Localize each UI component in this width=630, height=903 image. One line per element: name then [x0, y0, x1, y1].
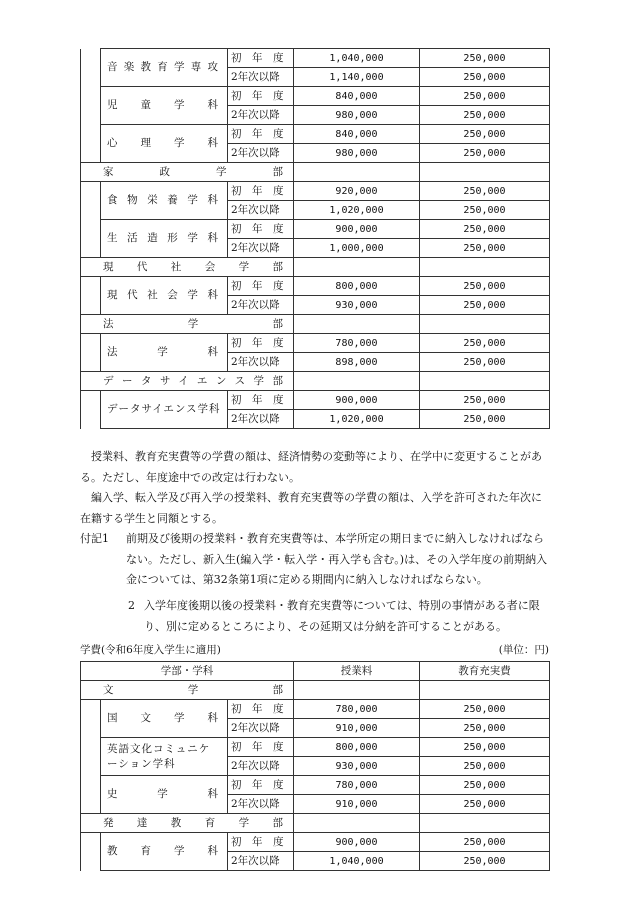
header-enrichment: 教育充実費	[420, 662, 550, 681]
year-label: 2年次以降	[228, 410, 294, 429]
enrichment-value: 250,000	[420, 738, 550, 757]
empty-cell	[420, 681, 550, 700]
section-row	[81, 258, 550, 277]
year-label: 初 年 度	[228, 87, 294, 106]
table-row	[81, 277, 550, 296]
year-label: 2年次以降	[228, 353, 294, 372]
indent-cell	[81, 833, 101, 871]
tuition-value: 910,000	[294, 719, 420, 738]
tuition-value: 780,000	[294, 334, 420, 353]
year-label: 2年次以降	[228, 144, 294, 163]
indent-cell	[81, 220, 101, 258]
tuition-value: 930,000	[294, 296, 420, 315]
section-row	[81, 814, 550, 833]
section-row	[81, 163, 550, 182]
indent-cell	[81, 334, 101, 372]
tuition-value: 910,000	[294, 795, 420, 814]
tuition-value: 900,000	[294, 220, 420, 239]
empty-cell	[420, 814, 550, 833]
enrichment-value: 250,000	[420, 87, 550, 106]
empty-cell	[420, 315, 550, 334]
fee-table-caption	[80, 642, 549, 657]
empty-cell	[294, 681, 420, 700]
year-label: 初 年 度	[228, 391, 294, 410]
year-label: 初 年 度	[228, 182, 294, 201]
indent-cell	[81, 738, 101, 776]
department-name: 英語文化コミュニケーション学科	[101, 738, 228, 776]
table-header-row	[81, 662, 550, 681]
enrichment-value: 250,000	[420, 182, 550, 201]
paragraph-fee-change: 授業料、教育充実費等の学費の額は、経済情勢の変動等により、在学中に変更することがある。ただし、年度途中での改定は行わない。	[80, 450, 542, 484]
year-label: 初 年 度	[228, 277, 294, 296]
fee-table-2024	[80, 661, 550, 871]
enrichment-value: 250,000	[420, 106, 550, 125]
tuition-value: 1,040,000	[294, 852, 420, 871]
indent-cell	[81, 49, 101, 87]
enrichment-value: 250,000	[420, 277, 550, 296]
enrichment-value: 250,000	[420, 125, 550, 144]
table-row	[81, 182, 550, 201]
section-row	[81, 315, 550, 334]
enrichment-value: 250,000	[420, 239, 550, 258]
enrichment-value: 250,000	[420, 700, 550, 719]
header-dept: 学部・学科	[81, 662, 294, 681]
department-name: 法 学 科	[101, 334, 228, 372]
indent-cell	[81, 700, 101, 738]
enrichment-value: 250,000	[420, 296, 550, 315]
tuition-value: 840,000	[294, 87, 420, 106]
enrichment-value: 250,000	[420, 391, 550, 410]
table-row	[81, 700, 550, 719]
tuition-value: 900,000	[294, 391, 420, 410]
section-label: 家 政 学 部	[81, 163, 294, 182]
tuition-value: 980,000	[294, 144, 420, 163]
department-name: 教 育 学 科	[101, 833, 228, 871]
tuition-value: 1,000,000	[294, 239, 420, 258]
department-name: 児 童 学 科	[101, 87, 228, 125]
year-label: 初 年 度	[228, 125, 294, 144]
section-label: 発 達 教 育 学 部	[81, 814, 294, 833]
year-label: 初 年 度	[228, 49, 294, 68]
note-2-text: 入学年度後期以後の授業料・教育充実費等については、特別の事情がある者に限り、別に定めるところにより、その延期又は分納を許可することがある。	[144, 599, 540, 633]
note-1	[80, 529, 550, 591]
table-row	[81, 391, 550, 410]
tuition-value: 920,000	[294, 182, 420, 201]
enrichment-value: 250,000	[420, 776, 550, 795]
tuition-value: 980,000	[294, 106, 420, 125]
tuition-value: 1,140,000	[294, 68, 420, 87]
note-1-text: 前期及び後期の授業料・教育充実費等は、本学所定の期日までに納入しなければならない。ただし、新入生(編入学・転入学・再入学も含む。)は、その入学年度の前期納入金については、第32条第1項に定める期間内に納入しなければならない。	[126, 532, 548, 586]
year-label: 2年次以降	[228, 201, 294, 220]
enrichment-value: 250,000	[420, 49, 550, 68]
department-name: データサイエンス学科	[101, 391, 228, 429]
table-row	[81, 334, 550, 353]
empty-cell	[294, 163, 420, 182]
year-label: 初 年 度	[228, 833, 294, 852]
table-row	[81, 87, 550, 106]
tuition-value: 780,000	[294, 776, 420, 795]
year-label: 2年次以降	[228, 106, 294, 125]
section-label: データサイエンス学部	[81, 372, 294, 391]
enrichment-value: 250,000	[420, 757, 550, 776]
indent-cell	[81, 182, 101, 220]
enrichment-value: 250,000	[420, 68, 550, 87]
tuition-value: 1,020,000	[294, 201, 420, 220]
department-name: 音楽教育学専攻	[101, 49, 228, 87]
indent-cell	[81, 87, 101, 125]
year-label: 初 年 度	[228, 700, 294, 719]
tuition-value: 898,000	[294, 353, 420, 372]
section-row	[81, 681, 550, 700]
table-row	[81, 776, 550, 795]
tuition-value: 900,000	[294, 833, 420, 852]
enrichment-value: 250,000	[420, 795, 550, 814]
enrichment-value: 250,000	[420, 334, 550, 353]
note-1-label: 付記1	[80, 532, 109, 545]
year-label: 2年次以降	[228, 757, 294, 776]
department-name: 心 理 学 科	[101, 125, 228, 163]
year-label: 2年次以降	[228, 795, 294, 814]
department-name: 国 文 学 科	[101, 700, 228, 738]
caption-title: 学費(令和6年度入学生に適用)	[80, 644, 221, 656]
year-label: 初 年 度	[228, 334, 294, 353]
tuition-value: 780,000	[294, 700, 420, 719]
year-label: 初 年 度	[228, 738, 294, 757]
tuition-value: 930,000	[294, 757, 420, 776]
empty-cell	[420, 372, 550, 391]
empty-cell	[294, 258, 420, 277]
indent-cell	[81, 391, 101, 429]
tuition-value: 840,000	[294, 125, 420, 144]
enrichment-value: 250,000	[420, 833, 550, 852]
empty-cell	[294, 315, 420, 334]
enrichment-value: 250,000	[420, 410, 550, 429]
indent-cell	[81, 277, 101, 315]
enrichment-value: 250,000	[420, 144, 550, 163]
table-row	[81, 125, 550, 144]
empty-cell	[420, 163, 550, 182]
section-label: 文 学 部	[81, 681, 294, 700]
year-label: 2年次以降	[228, 239, 294, 258]
year-label: 初 年 度	[228, 220, 294, 239]
year-label: 2年次以降	[228, 719, 294, 738]
section-label: 法 学 部	[81, 315, 294, 334]
department-name: 生活造形学科	[101, 220, 228, 258]
tuition-value: 800,000	[294, 738, 420, 757]
department-name: 現代社会学科	[101, 277, 228, 315]
tuition-value: 800,000	[294, 277, 420, 296]
header-tuition: 授業料	[294, 662, 420, 681]
empty-cell	[294, 814, 420, 833]
section-row	[81, 372, 550, 391]
section-label: 現 代 社 会 学 部	[81, 258, 294, 277]
fee-table-continued	[80, 48, 550, 429]
tuition-value: 1,020,000	[294, 410, 420, 429]
year-label: 2年次以降	[228, 68, 294, 87]
year-label: 2年次以降	[228, 296, 294, 315]
tuition-value: 1,040,000	[294, 49, 420, 68]
enrichment-value: 250,000	[420, 353, 550, 372]
caption-unit: (単位：円)	[498, 644, 549, 656]
table-row	[81, 49, 550, 68]
note-2	[80, 596, 550, 637]
table-row	[81, 833, 550, 852]
empty-cell	[420, 258, 550, 277]
year-label: 初 年 度	[228, 776, 294, 795]
year-label: 2年次以降	[228, 852, 294, 871]
paragraph-transfer-fee: 編入学、転入学及び再入学の授業料、教育充実費等の学費の額は、入学を許可された年次に在籍する学生と同額とする。	[80, 491, 542, 525]
empty-cell	[294, 372, 420, 391]
department-name: 食物栄養学科	[101, 182, 228, 220]
table-row	[81, 738, 550, 757]
table-row	[81, 220, 550, 239]
enrichment-value: 250,000	[420, 201, 550, 220]
enrichment-value: 250,000	[420, 852, 550, 871]
indent-cell	[81, 125, 101, 163]
enrichment-value: 250,000	[420, 719, 550, 738]
note-2-label: 2	[128, 599, 135, 612]
enrichment-value: 250,000	[420, 220, 550, 239]
indent-cell	[81, 776, 101, 814]
department-name: 史 学 科	[101, 776, 228, 814]
